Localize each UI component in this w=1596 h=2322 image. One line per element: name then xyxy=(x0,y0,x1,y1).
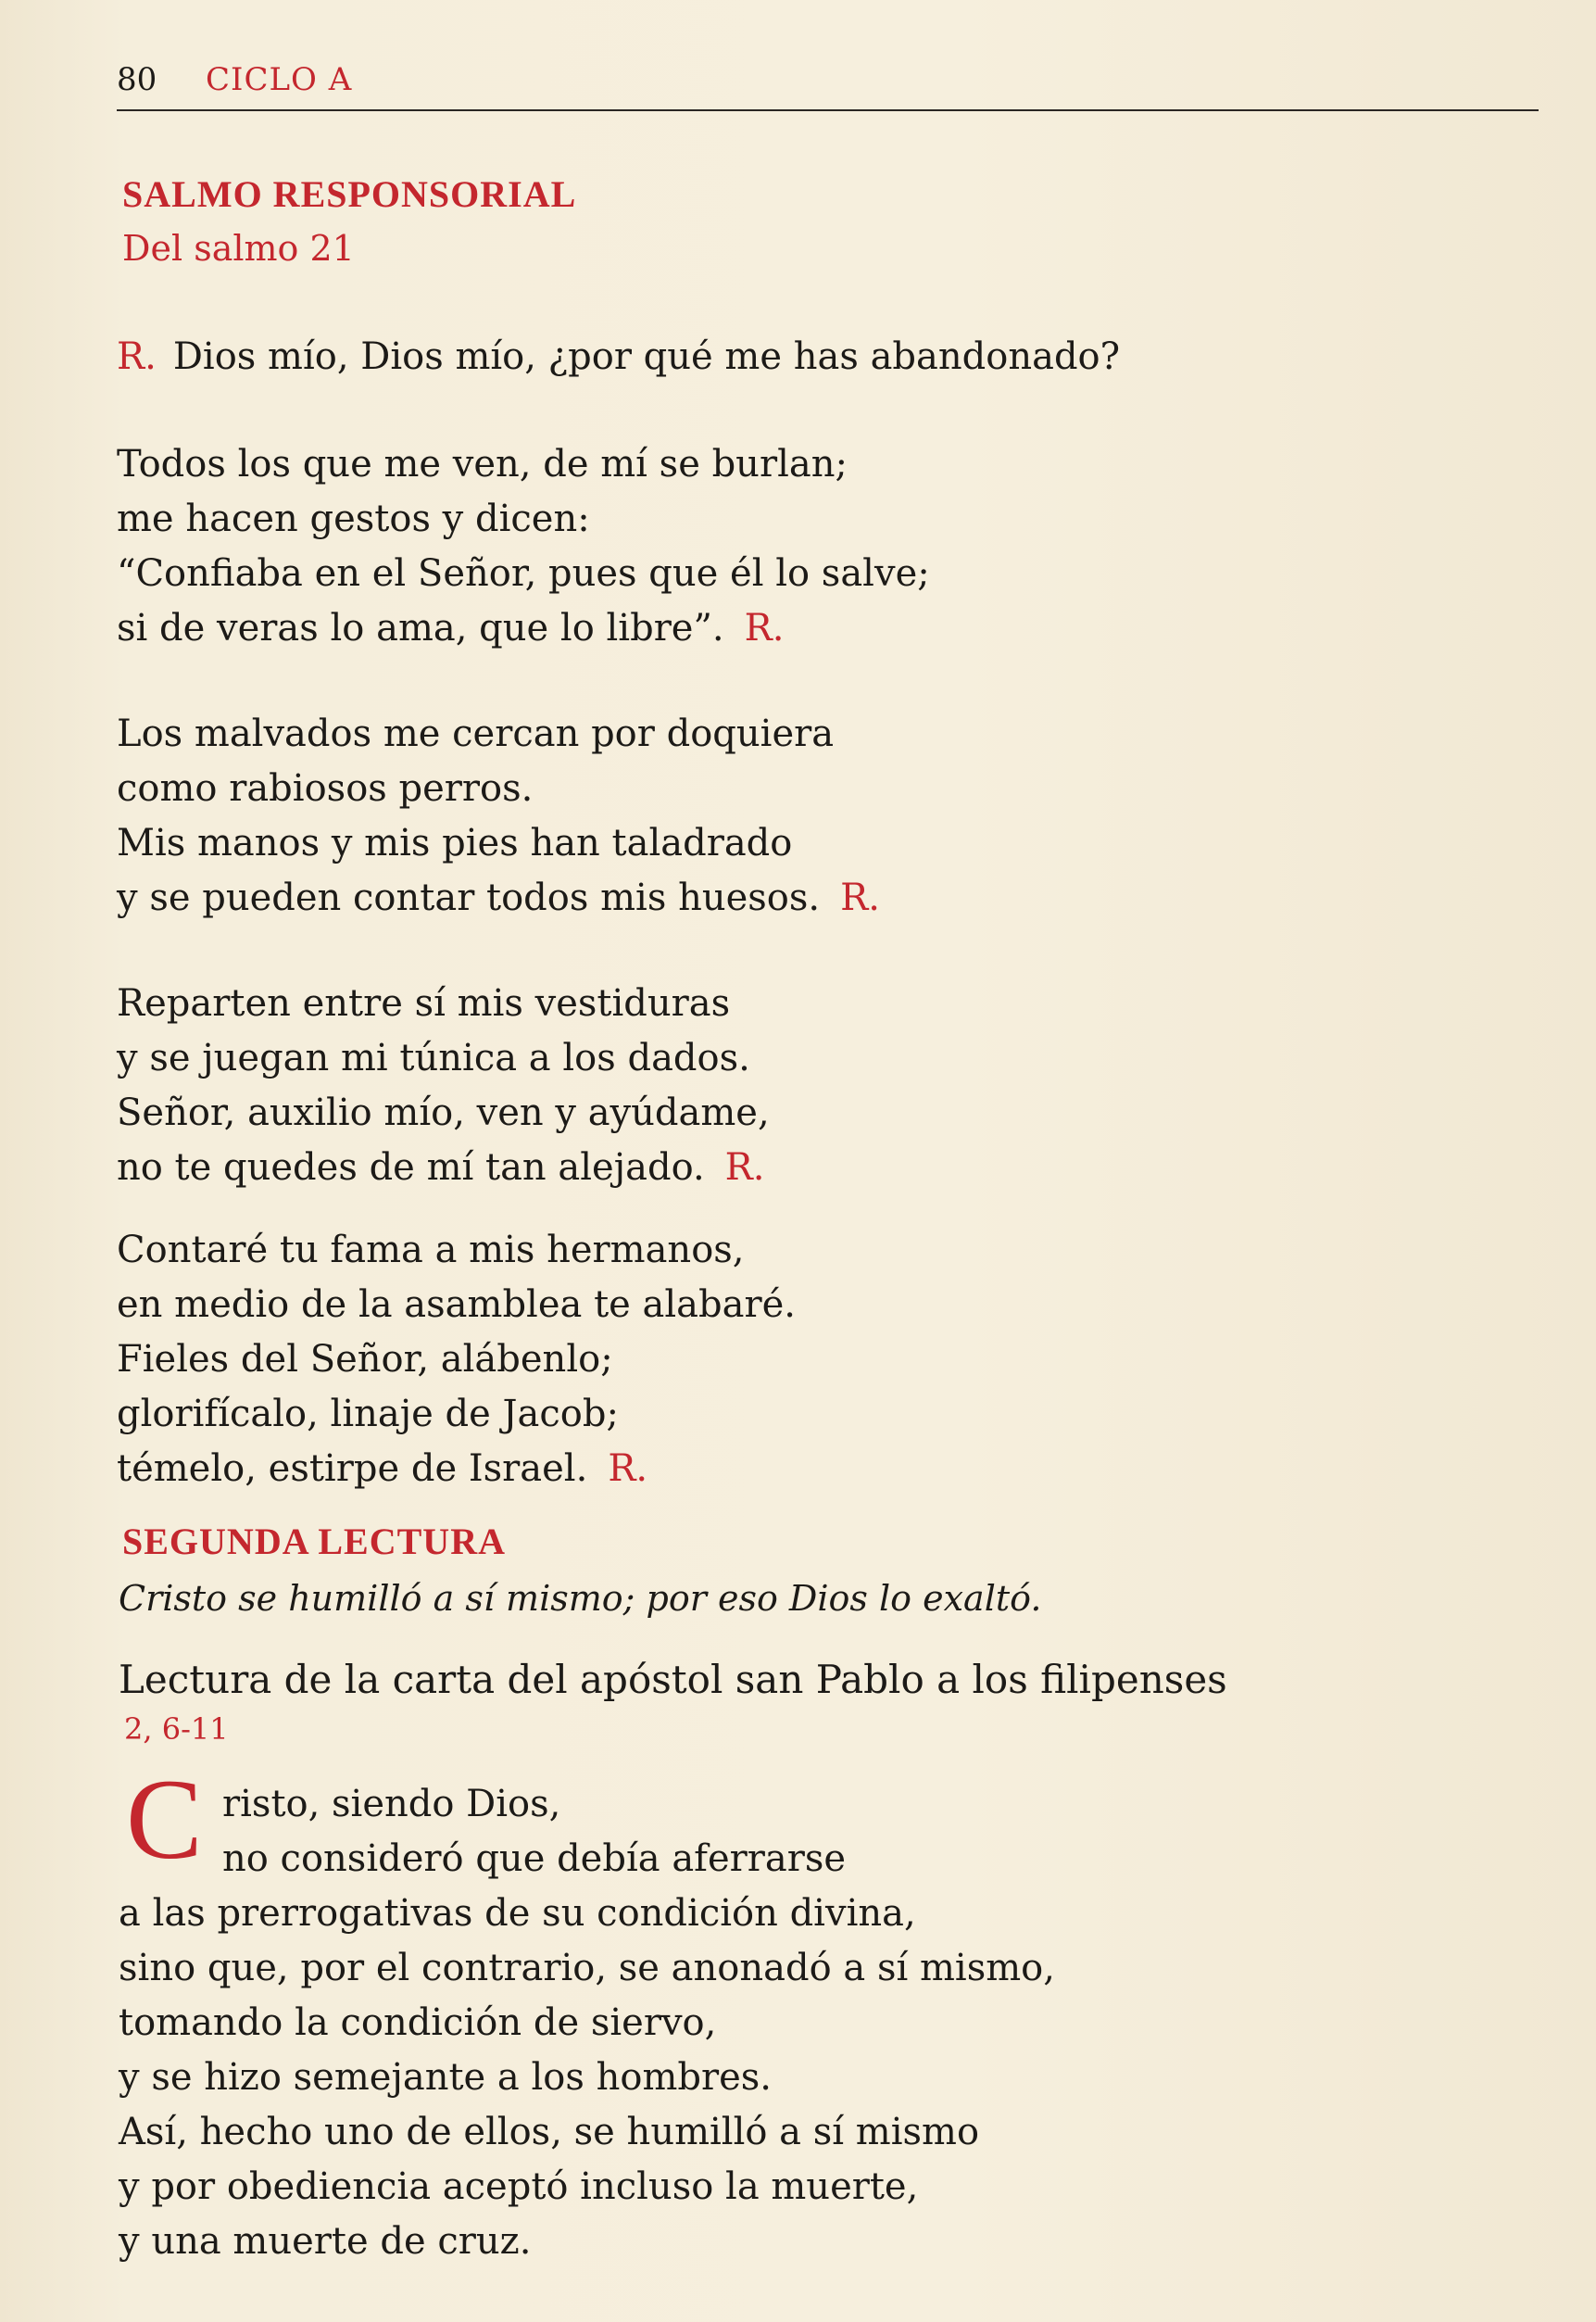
stanza-line: “Confiaba en el Señor, pues que él lo salve; xyxy=(117,552,930,595)
response-text: Dios mío, Dios mío, ¿por qué me has abandonado? xyxy=(172,335,1121,378)
response-marker: R. xyxy=(117,335,157,378)
reading-line: tomando la condición de siervo, xyxy=(119,2001,717,2044)
stanza-line: me hacen gestos y dicen: xyxy=(117,498,590,540)
stanza-line: Contaré tu fama a mis hermanos, xyxy=(117,1229,745,1271)
reading-intro: Lectura de la carta del apóstol san Pablo a los filipenses xyxy=(119,1657,1227,1702)
page-header xyxy=(117,61,1539,111)
page-number: 80 xyxy=(117,61,157,98)
psalm-source: Del salmo 21 xyxy=(122,228,355,269)
cycle-label: CICLO A xyxy=(206,61,353,98)
stanza-line: Mis manos y mis pies han taladrado xyxy=(117,822,793,864)
stanza-line: glorifícalo, linaje de Jacob; xyxy=(117,1393,619,1435)
stanza-line: en medio de la asamblea te alabaré. xyxy=(117,1283,796,1326)
stanza-line: como rabiosos perros. xyxy=(117,767,534,810)
stanza-line: Todos los que me ven, de mí se burlan; xyxy=(117,443,848,486)
stanza-line: y se pueden contar todos mis huesos. xyxy=(117,877,821,919)
reading-line: a las prerrogativas de su condición divina, xyxy=(119,1892,916,1935)
stanza-line: Reparten entre sí mis vestiduras xyxy=(117,982,731,1025)
stanza-line: Los malvados me cercan por doquiera xyxy=(117,713,835,755)
stanza-line: y se juegan mi túnica a los dados. xyxy=(117,1037,750,1079)
response-marker: R. xyxy=(724,1146,765,1189)
drop-cap: C xyxy=(126,1756,203,1883)
stanza-line: témelo, estirpe de Israel. xyxy=(117,1447,588,1490)
second-reading-subtitle: Cristo se humilló a sí mismo; por eso Dios lo exaltó. xyxy=(119,1578,1042,1619)
reading-text xyxy=(119,1777,1055,2269)
psalm-stanza xyxy=(117,977,770,1195)
reading-line: risto, siendo Dios, xyxy=(222,1783,561,1825)
reading-line: no consideró que debía aferrarse xyxy=(222,1837,847,1880)
stanza-line: Fieles del Señor, alábenlo; xyxy=(117,1338,613,1381)
reading-reference: 2, 6-11 xyxy=(124,1711,229,1747)
psalm-response xyxy=(117,330,1120,385)
reading-line: sino que, por el contrario, se anonadó a sí mismo, xyxy=(119,1947,1055,1989)
response-marker: R. xyxy=(840,877,880,919)
response-marker: R. xyxy=(608,1447,648,1490)
second-reading-title: SEGUNDA LECTURA xyxy=(122,1521,506,1562)
psalm-stanza xyxy=(117,707,880,926)
stanza-line: Señor, auxilio mío, ven y ayúdame, xyxy=(117,1092,770,1134)
reading-line: Así, hecho uno de ellos, se humilló a sí mismo xyxy=(119,2111,980,2153)
reading-line: y una muerte de cruz. xyxy=(119,2220,532,2263)
response-marker: R. xyxy=(744,607,785,650)
stanza-line: no te quedes de mí tan alejado. xyxy=(117,1146,705,1189)
stanza-line: si de veras lo ama, que lo libre”. xyxy=(117,607,724,650)
psalm-stanza xyxy=(117,1223,796,1496)
psalm-title: SALMO RESPONSORIAL xyxy=(122,173,577,215)
reading-line: y por obediencia aceptó incluso la muerte, xyxy=(119,2165,919,2208)
psalm-stanza xyxy=(117,437,930,656)
reading-line: y se hizo semejante a los hombres. xyxy=(119,2056,773,2099)
